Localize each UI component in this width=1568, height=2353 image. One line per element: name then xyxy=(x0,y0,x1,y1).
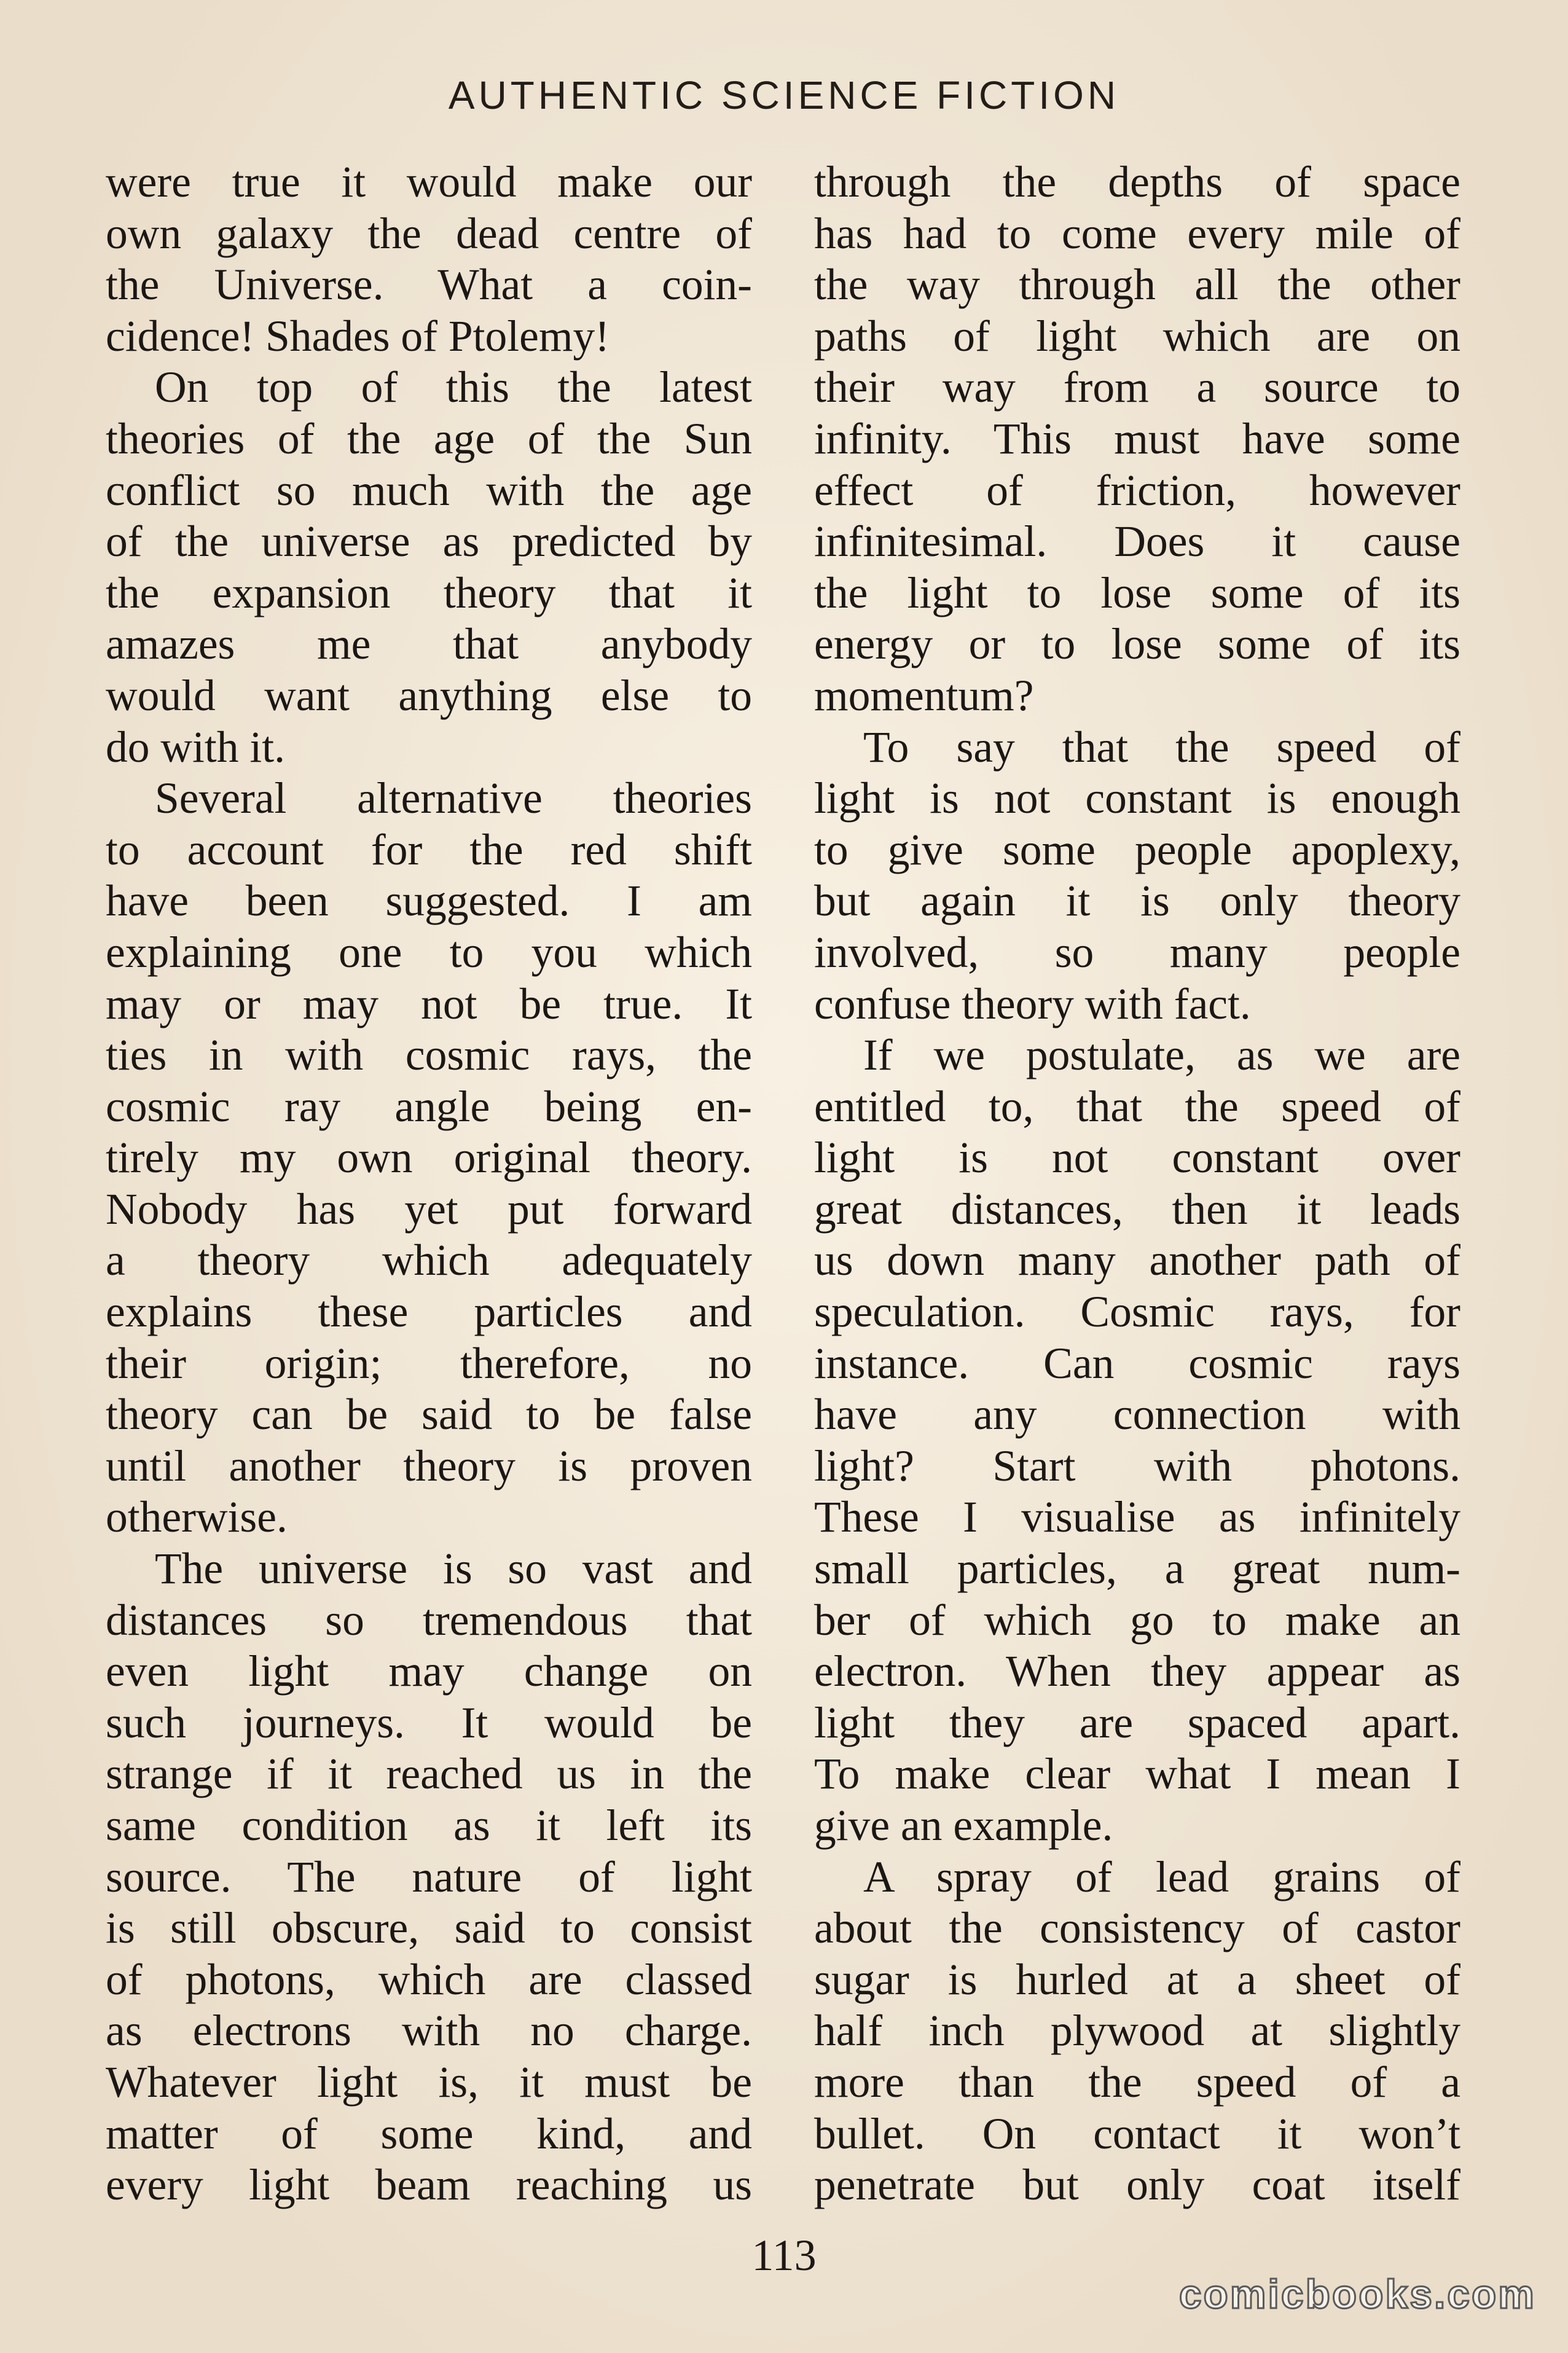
text-line: Several alternative theories xyxy=(155,774,752,823)
text-line: more than the speed of a xyxy=(814,2057,1460,2107)
text-line: light? Start with photons. xyxy=(814,1441,1460,1490)
text-line: Nobody has yet put forward xyxy=(106,1184,752,1234)
text-line: but again it is only theory xyxy=(814,877,1460,926)
text-line: ties in with cosmic rays, the xyxy=(106,1031,752,1080)
text-line: The universe is so vast and xyxy=(155,1545,752,1594)
running-head: AUTHENTIC SCIENCE FICTION xyxy=(448,73,1120,117)
left-column xyxy=(106,157,752,2211)
text-line: instance. Can cosmic rays xyxy=(814,1339,1460,1388)
text-line: matter of some kind, and xyxy=(106,2109,752,2158)
text-line: as electrons with no charge. xyxy=(106,2007,752,2056)
text-line: has had to come every mile of xyxy=(814,209,1460,258)
text-line: explains these particles and xyxy=(106,1288,752,1337)
text-line: us down many another path of xyxy=(814,1236,1460,1285)
text-line: tirely my own original theory. xyxy=(106,1133,752,1183)
text-line: conflict so much with the age xyxy=(106,466,752,515)
text-line: the expansion theory that it xyxy=(106,568,752,617)
text-line: every light beam reaching us xyxy=(106,2161,752,2210)
text-line: If we postulate, as we are xyxy=(863,1031,1460,1080)
text-line: distances so tremendous that xyxy=(106,1595,752,1645)
text-line: ber of which go to make an xyxy=(814,1595,1460,1645)
text-line: strange if it reached us in the xyxy=(106,1750,752,1799)
text-line: momentum? xyxy=(814,671,1034,720)
text-line: confuse theory with fact. xyxy=(814,979,1251,1028)
text-line: of photons, which are classed xyxy=(106,1955,752,2004)
text-line: sugar is hurled at a sheet of xyxy=(814,1955,1460,2004)
text-line: even light may change on xyxy=(106,1647,752,1696)
text-line: infinity. This must have some xyxy=(814,414,1460,463)
text-line: until another theory is proven xyxy=(106,1441,752,1490)
text-line: theories of the age of the Sun xyxy=(106,414,752,463)
text-line: same condition as it left its xyxy=(106,1801,752,1850)
text-line: would want anything else to xyxy=(106,671,752,720)
text-line: own galaxy the dead centre of xyxy=(106,209,752,258)
page-number: 113 xyxy=(751,2231,817,2280)
text-line: energy or to lose some of its xyxy=(814,620,1460,669)
text-line: give an example. xyxy=(814,1801,1113,1850)
text-line: their origin; therefore, no xyxy=(106,1339,752,1388)
text-line: cosmic ray angle being en- xyxy=(106,1082,752,1131)
text-line: the way through all the other xyxy=(814,260,1460,310)
text-line: small particles, a great num- xyxy=(814,1545,1460,1594)
text-line: involved, so many people xyxy=(814,928,1460,977)
text-line: the Universe. What a coin- xyxy=(106,260,752,310)
right-column xyxy=(814,157,1460,2211)
text-line: light is not constant over xyxy=(814,1133,1460,1183)
text-line: is still obscure, said to consist xyxy=(106,1904,752,1953)
text-line: a theory which adequately xyxy=(106,1236,752,1285)
text-line: have been suggested. I am xyxy=(106,877,752,926)
text-line: were true it would make our xyxy=(106,158,752,206)
text-line: explaining one to you which xyxy=(106,928,752,977)
text-line: half inch plywood at slightly xyxy=(814,2007,1460,2056)
text-line: great distances, then it leads xyxy=(814,1184,1460,1234)
text-line: effect of friction, however xyxy=(814,466,1460,515)
text-line: A spray of lead grains of xyxy=(863,1852,1460,1901)
text-line: amazes me that anybody xyxy=(106,620,752,669)
text-line: cidence! Shades of Ptolemy! xyxy=(106,311,610,361)
text-line: about the consistency of castor xyxy=(814,1904,1460,1953)
watermark: comicbooks.com xyxy=(1178,2271,1536,2317)
text-line: light is not constant is enough xyxy=(814,774,1460,823)
text-line: paths of light which are on xyxy=(814,311,1460,361)
text-line: to account for the red shift xyxy=(106,825,752,874)
text-line: source. The nature of light xyxy=(106,1852,752,1901)
text-line: their way from a source to xyxy=(814,363,1460,412)
text-line: otherwise. xyxy=(106,1493,288,1542)
text-line: infinitesimal. Does it cause xyxy=(814,517,1460,566)
text-line: theory can be said to be false xyxy=(106,1390,752,1439)
text-line: to give some people apoplexy, xyxy=(814,825,1460,874)
text-line: do with it. xyxy=(106,722,285,772)
text-line: through the depths of space xyxy=(814,158,1460,206)
text-line: bullet. On contact it won’t xyxy=(814,2109,1460,2158)
text-line: penetrate but only coat itself xyxy=(814,2161,1460,2210)
text-line: may or may not be true. It xyxy=(106,979,752,1028)
text-line: the light to lose some of its xyxy=(814,568,1460,617)
text-line: of the universe as predicted by xyxy=(106,517,752,566)
text-line: speculation. Cosmic rays, for xyxy=(814,1288,1460,1337)
text-line: To make clear what I mean I xyxy=(814,1750,1460,1799)
text-line: light they are spaced apart. xyxy=(814,1698,1460,1747)
text-line: entitled to, that the speed of xyxy=(814,1082,1460,1131)
text-line: Whatever light is, it must be xyxy=(106,2057,752,2107)
text-line: have any connection with xyxy=(814,1390,1460,1439)
text-line: On top of this the latest xyxy=(155,363,752,412)
text-line: To say that the speed of xyxy=(863,722,1460,772)
text-line: such journeys. It would be xyxy=(106,1698,752,1747)
text-line: These I visualise as infinitely xyxy=(814,1493,1460,1542)
text-line: electron. When they appear as xyxy=(814,1647,1460,1696)
